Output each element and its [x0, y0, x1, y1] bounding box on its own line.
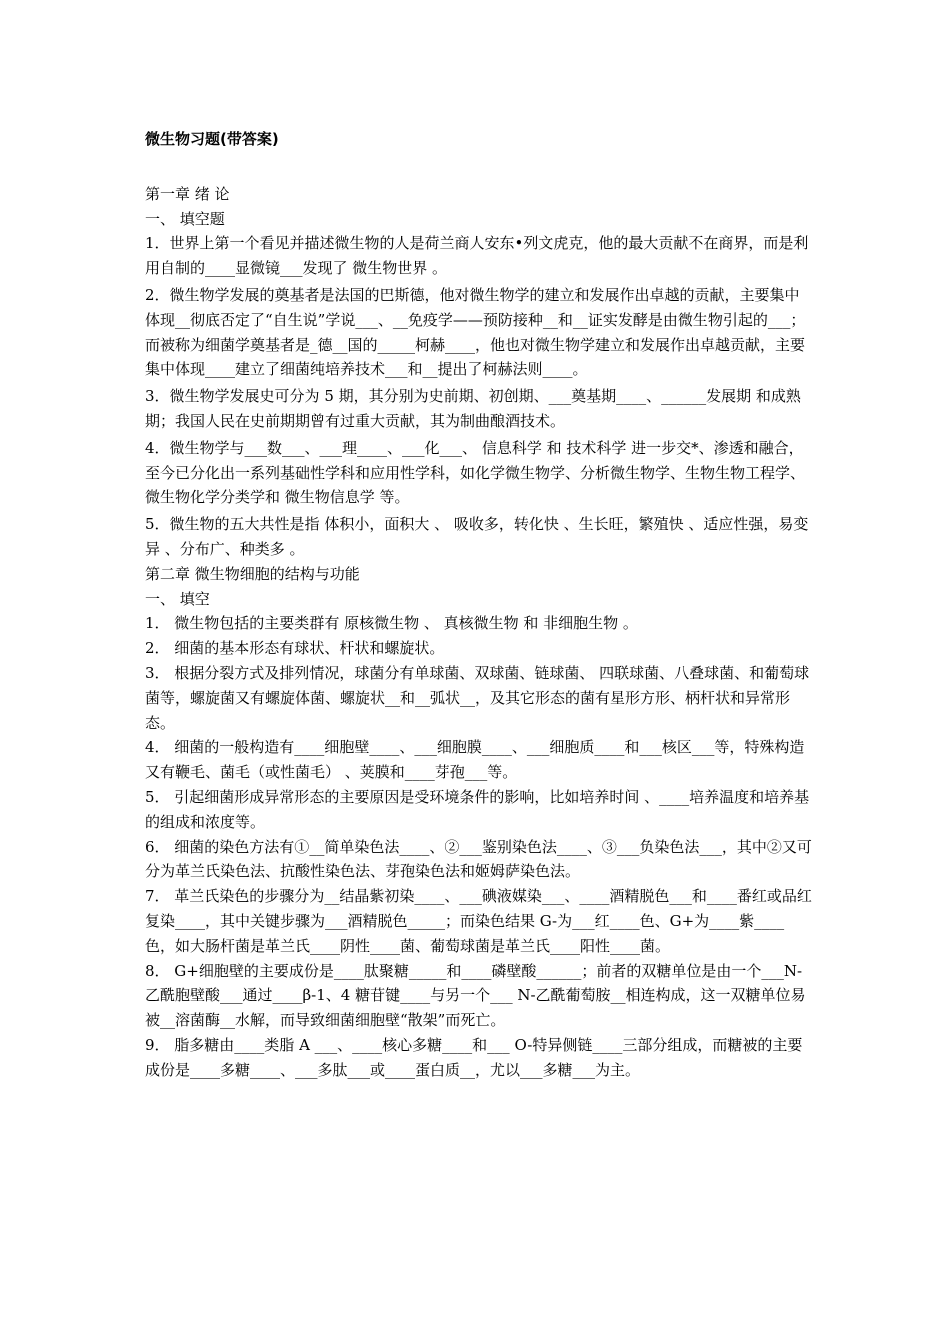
chapter-1-item-5: 5．微生物的五大共性是指 体积小，面积大 、 吸收多，转化快 、生长旺，繁殖快 、适应性强，易变异 、分布广、种类多 。: [145, 515, 809, 558]
chapter-1-item-1: 1．世界上第一个看见并描述微生物的人是荷兰商人安东•列文虎克，他的最大贡献不在商界，而是利用自制的____显微镜___发现了 微生物世界 。: [145, 234, 809, 278]
chapter-2-item-1: 1． 微生物包括的主要类群有 原核微生物 、 真核微生物 和 非细胞生物 。: [145, 614, 638, 633]
chapter-2-heading: 第二章 微生物细胞的结构与功能: [145, 564, 360, 583]
document-page: [145, 127, 813, 1082]
chapter-2-item-6: 6． 细菌的染色方法有①__简单染色法____、②___鉴别染色法____、③___负染色法___，其中②又可分为革兰氏染色法、抗酸性染色法、芽孢染色法和姬姆萨染色法。: [145, 837, 812, 881]
chapter-2-item-3: 3． 根据分裂方式及排列情况，球菌分有单球菌、双球菌、链球菌、 四联球菌、八叠球菌、和葡萄球菌等，螺旋菌又有螺旋体菌、螺旋状__和__弧状__，及其它形态的菌有星形方形、柄杆状和异常形态。: [145, 663, 810, 732]
page-title: 微生物习题(带答案): [145, 130, 279, 148]
chapter-1-item-4: 4．微生物学与___数___、___理____、___化___、 信息科学 和 技术科学 进一步交*、渗透和融合，至今已分化出一系列基础性学科和应用性学科，如化学微生物学、分析微生物学、生物生物工程学、微生物化学分类学和 微生物信息学 等。: [145, 438, 806, 507]
chapter-1-heading: 第一章 绪 论: [145, 184, 230, 203]
chapter-2-item-8: 8． G+细胞壁的主要成份是____肽聚糖_____和____磷壁酸______；前者的双糖单位是由一个___N-乙酰胞壁酸___通过____β-1、4 糖苷键____与另一个___ N-乙酰葡萄胺__相连构成，这一双糖单位易被__溶菌酶__水解，而导致细菌细胞壁“散架”而死亡。: [145, 961, 806, 1030]
chapter-1-item-2: 2．微生物学发展的奠基者是法国的巴斯德，他对微生物学的建立和发展作出卓越的贡献，主要集中体现__彻底否定了“自生说”学说___、__免疫学——预防接种__和__证实发酵是由微生物引起的___；而被称为细菌学奠基者是_德__国的_____柯赫____，他也对微生物学建立和发展作出卓越贡献，主要集中体现____建立了细菌纯培养技术___和__提出了柯赫法则____。: [145, 285, 806, 379]
chapter-1-item-3: 3．微生物学发展史可分为 5 期，其分别为史前期、初创期、___奠基期____、______发展期 和成熟期；我国人民在史前期期曾有过重大贡献，其为制曲酿酒技术。: [145, 387, 801, 430]
chapter-2-item-7: 7． 革兰氏染色的步骤分为__结晶紫初染____、___碘液媒染___、____酒精脱色___和____番红或品红复染____，其中关键步骤为___酒精脱色_____；而染色结果 G-为___红____色、G+为____紫____色，如大肠杆菌是革兰氏____阴性____菌、葡萄球菌是革兰氏____阳性____菌。: [145, 887, 812, 955]
chapter-2-item-2: 2． 细菌的基本形态有球状、杆状和螺旋状。: [145, 639, 445, 658]
chapter-1-section: 一、 填空题: [145, 209, 225, 228]
chapter-2-section: 一、 填空: [145, 589, 210, 608]
chapter-2-item-9: 9． 脂多糖由____类脂 A ___、____核心多糖____和___ O-特异侧链____三部分组成，而糖被的主要成份是____多糖____、___多肽___或____蛋白质__，尤以___多糖___为主。: [145, 1035, 803, 1079]
chapter-2-item-5: 5． 引起细菌形成异常形态的主要原因是受环境条件的影响，比如培养时间 、____培养温度和培养基的组成和浓度等。: [145, 787, 810, 831]
chapter-2-item-4: 4． 细菌的一般构造有____细胞壁____、___细胞膜____、___细胞质____和___核区___等，特殊构造又有鞭毛、菌毛（或性菌毛） 、荚膜和____芽孢___等。: [145, 738, 805, 782]
